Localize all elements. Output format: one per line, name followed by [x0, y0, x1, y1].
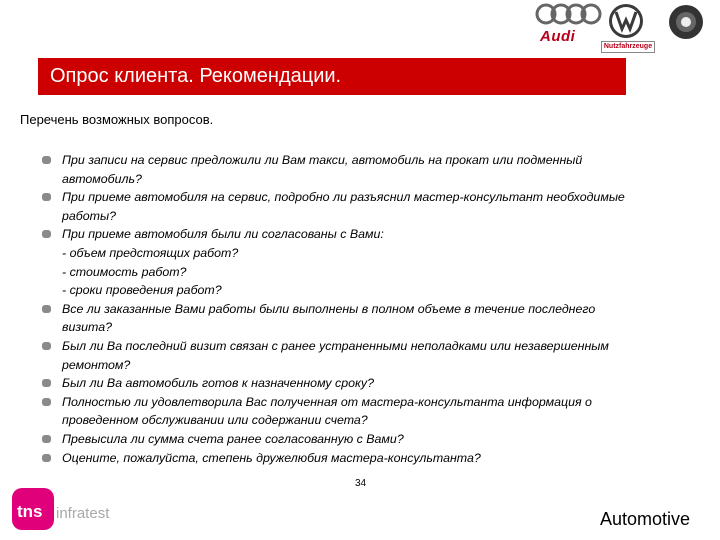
list-item: При приеме автомобиля на сервис, подробно ли разъяснил мастер-консультант необходимые работы? [40, 188, 640, 225]
list-item: Превысила ли сумма счета ранее согласованную с Вами? [40, 430, 640, 449]
vw-logo-icon [608, 3, 644, 39]
tns-logo-text: tns [17, 502, 43, 521]
bullet-icon [42, 156, 51, 164]
vw-nutzfahrzeuge-text: Nutzfahrzeuge [601, 41, 655, 53]
bullet-icon [42, 230, 51, 238]
bullet-icon [42, 342, 51, 350]
page-title: Опрос клиента. Рекомендации. [50, 65, 342, 87]
audi-logo-text: Audi [540, 28, 576, 45]
bullet-icon [42, 305, 51, 313]
list-item: Полностью ли удовлетворила Вас полученная от мастера-консультанта информация о проведенном обслуживании или содержании счета? [40, 393, 640, 430]
brand-text: Automotive [600, 509, 691, 529]
bullet-icon [42, 398, 51, 406]
list-item: Оцените, пожалуйста, степень дружелюбия мастера-консультанта? [40, 449, 640, 468]
list-item: Был ли Ва автомобиль готов к назначенному сроку? [40, 374, 640, 393]
list-item: При записи на сервис предложили ли Вам такси, автомобиль на прокат или подменный автомобиль? [40, 151, 640, 188]
list-item: При приеме автомобиля были ли согласованы с Вами: [40, 225, 640, 244]
list-item: Был ли Ва последний визит связан с ранее устраненными неполадками или незавершенным ремонтом? [40, 337, 640, 374]
question-list [40, 151, 640, 467]
sub-list-item: - сроки проведения работ? [62, 283, 222, 298]
bullet-icon [42, 435, 51, 443]
bullet-icon [42, 193, 51, 201]
bullet-icon [42, 454, 51, 462]
skoda-logo-icon [668, 4, 704, 40]
infratest-text: infratest [56, 505, 110, 522]
subtitle: Перечень возможных вопросов. [20, 112, 214, 127]
sub-list-item: - объем предстоящих работ? [62, 245, 239, 260]
page-number: 34 [355, 478, 367, 489]
title-bar [38, 58, 626, 95]
list-item: Все ли заказанные Вами работы были выполнены в полном объеме в течение последнего визита? [40, 300, 640, 337]
bullet-icon [42, 379, 51, 387]
sub-list-item: - стоимость работ? [62, 264, 187, 279]
